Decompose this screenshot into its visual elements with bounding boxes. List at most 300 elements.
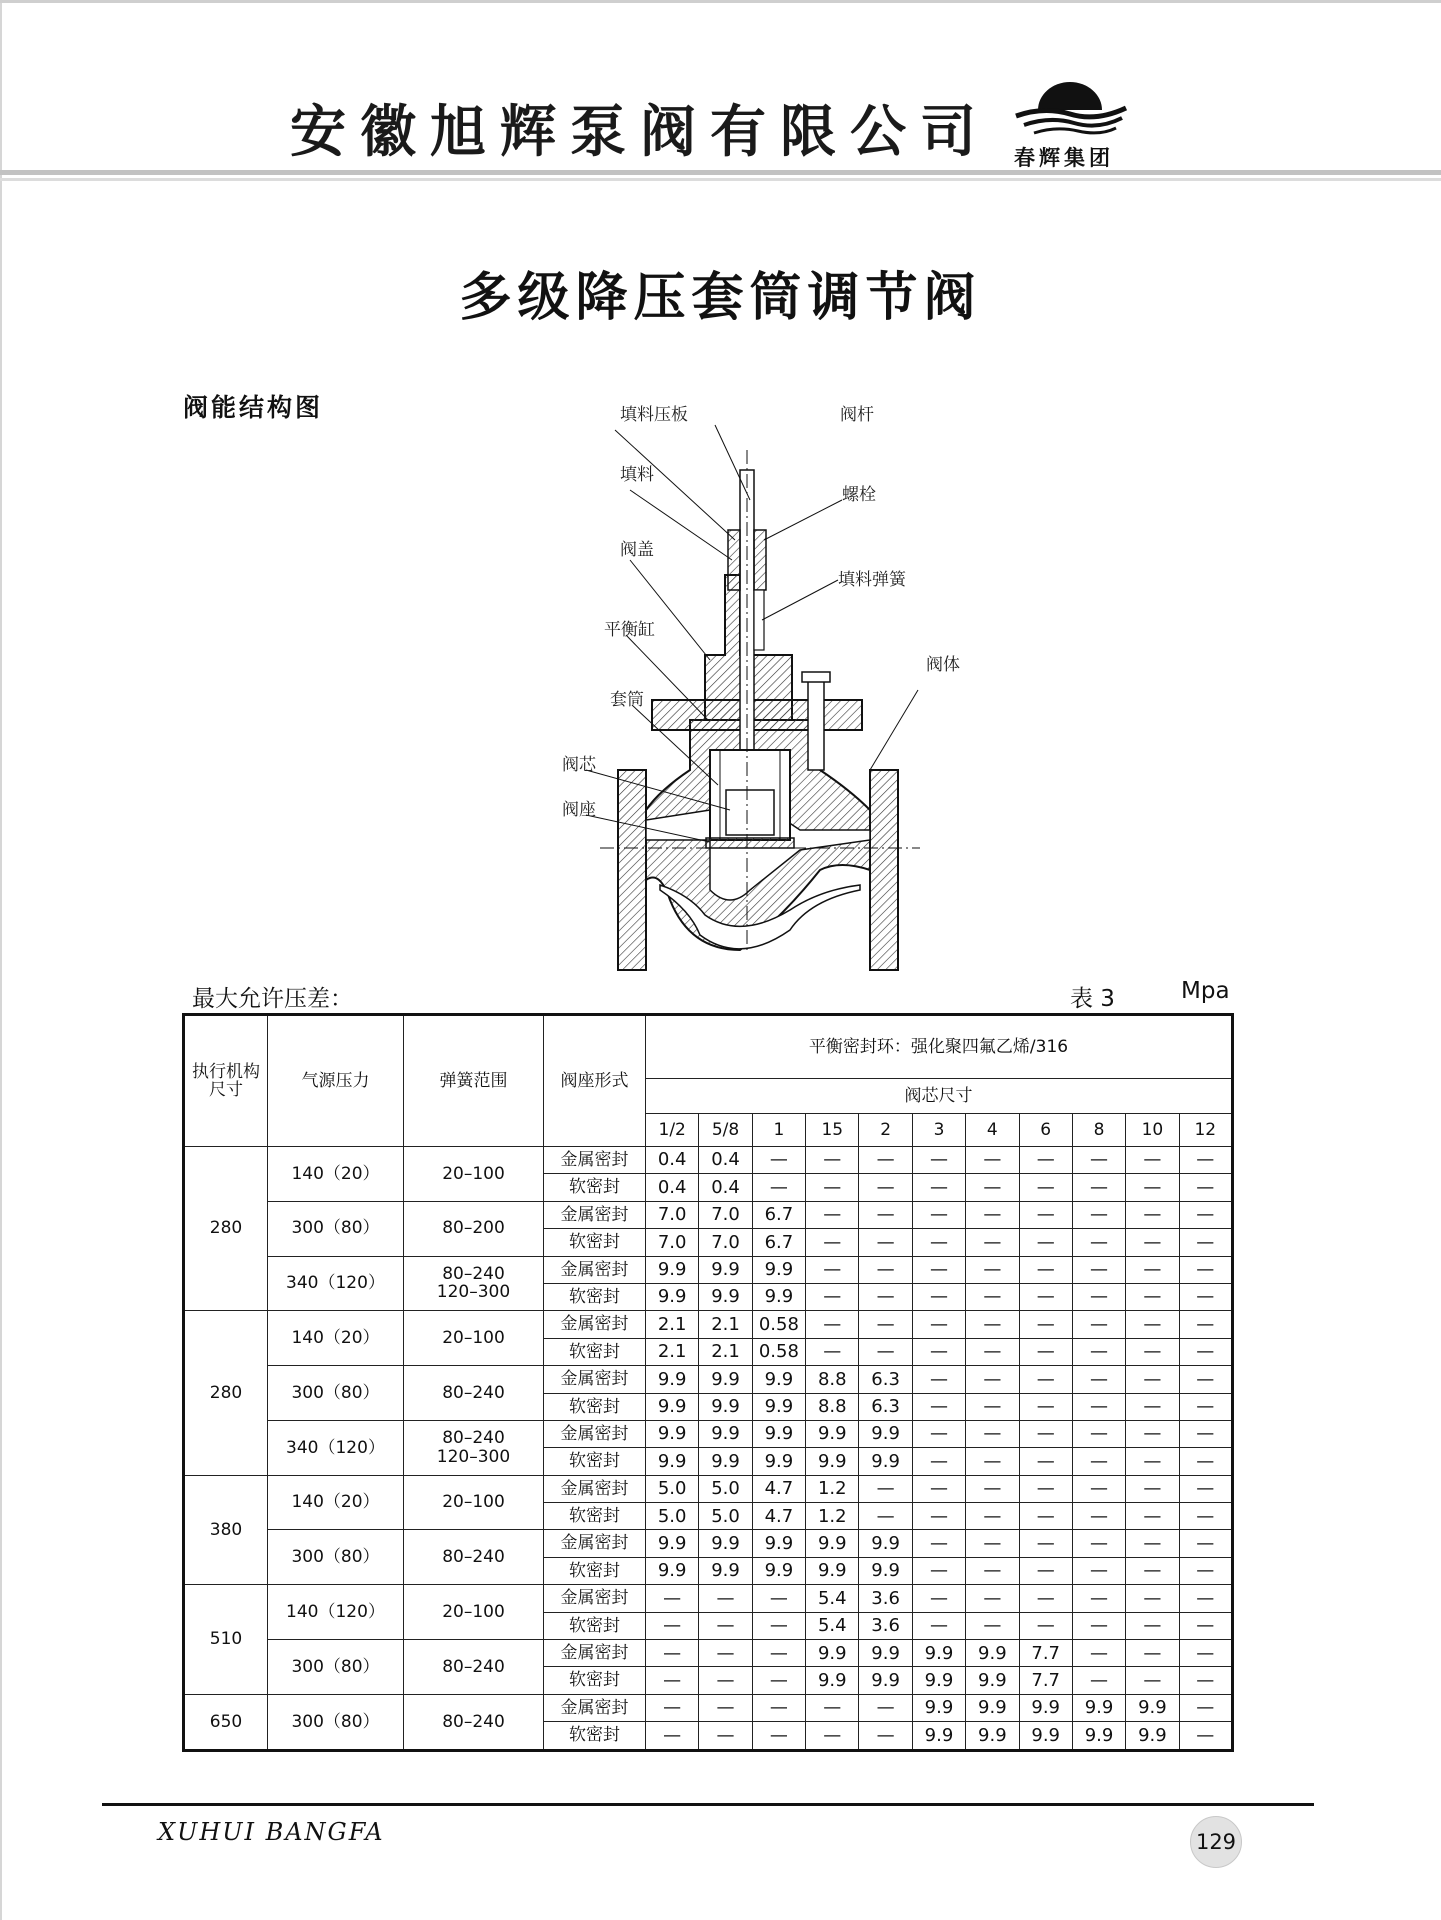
actuator-size-cell: 380 bbox=[184, 1475, 268, 1585]
pressure-value-cell: — bbox=[966, 1612, 1019, 1639]
pressure-value-cell: 9.9 bbox=[752, 1530, 805, 1557]
header-size: 15 bbox=[806, 1114, 859, 1147]
pressure-value-cell: — bbox=[1072, 1338, 1125, 1365]
pressure-value-cell: 9.9 bbox=[966, 1722, 1019, 1750]
pressure-value-cell: 9.9 bbox=[912, 1694, 965, 1721]
spring-range-value: 120–300 bbox=[436, 1446, 511, 1467]
pressure-value-cell: 7.7 bbox=[1019, 1640, 1072, 1667]
pressure-value-cell: 2.1 bbox=[699, 1311, 752, 1338]
header-size: 12 bbox=[1179, 1114, 1232, 1147]
pressure-value-cell: — bbox=[752, 1147, 805, 1174]
pressure-value-cell: 7.0 bbox=[699, 1229, 752, 1256]
seat-type-cell: 金属密封 bbox=[544, 1585, 646, 1612]
pressure-value-cell: — bbox=[806, 1338, 859, 1365]
pressure-value-cell: 9.9 bbox=[1072, 1694, 1125, 1721]
pressure-value-cell: — bbox=[966, 1393, 1019, 1420]
pressure-value-cell: — bbox=[699, 1667, 752, 1694]
pressure-value-cell: — bbox=[1179, 1420, 1232, 1447]
spring-range-value: 20–100 bbox=[442, 1328, 505, 1349]
pressure-value-cell: — bbox=[859, 1503, 912, 1530]
pressure-value-cell: — bbox=[1072, 1475, 1125, 1502]
pressure-value-cell: — bbox=[912, 1338, 965, 1365]
label-packing-spring: 填料弹簧 bbox=[838, 570, 906, 590]
pressure-value-cell: — bbox=[806, 1201, 859, 1228]
seat-type-cell: 金属密封 bbox=[544, 1201, 646, 1228]
pressure-value-cell: 9.9 bbox=[752, 1256, 805, 1283]
pressure-value-cell: 9.9 bbox=[966, 1640, 1019, 1667]
pressure-value-cell: 0.58 bbox=[752, 1311, 805, 1338]
pressure-value-cell: — bbox=[1072, 1201, 1125, 1228]
table-row bbox=[184, 1311, 1233, 1338]
pressure-value-cell: — bbox=[1179, 1694, 1232, 1721]
pressure-value-cell: — bbox=[1126, 1557, 1179, 1584]
pressure-value-cell: — bbox=[1019, 1557, 1072, 1584]
pressure-value-cell: 9.9 bbox=[699, 1366, 752, 1393]
pressure-value-cell: — bbox=[912, 1256, 965, 1283]
pressure-value-cell: — bbox=[1019, 1366, 1072, 1393]
pressure-value-cell: — bbox=[1019, 1174, 1072, 1201]
pressure-value-cell: — bbox=[1019, 1585, 1072, 1612]
seat-type-cell: 软密封 bbox=[544, 1448, 646, 1475]
pressure-value-cell: — bbox=[1019, 1448, 1072, 1475]
header-air-pressure: 气源压力 bbox=[268, 1015, 404, 1147]
seat-type-cell: 软密封 bbox=[544, 1229, 646, 1256]
footer-divider bbox=[102, 1803, 1314, 1806]
air-pressure-cell: 140（20） bbox=[268, 1147, 404, 1202]
header-size: 2 bbox=[859, 1114, 912, 1147]
logo-text: 春辉集团 bbox=[1014, 146, 1114, 170]
pressure-value-cell: — bbox=[806, 1694, 859, 1721]
pressure-value-cell: 9.9 bbox=[859, 1448, 912, 1475]
pressure-value-cell: 9.9 bbox=[646, 1420, 699, 1447]
pressure-value-cell: 9.9 bbox=[699, 1256, 752, 1283]
header-divider-thin bbox=[0, 178, 1441, 181]
valve-structure-diagram bbox=[540, 390, 980, 990]
pressure-value-cell: — bbox=[699, 1640, 752, 1667]
seat-type-cell: 金属密封 bbox=[544, 1366, 646, 1393]
pressure-value-cell: — bbox=[912, 1229, 965, 1256]
seat-type-cell: 软密封 bbox=[544, 1557, 646, 1584]
seat-type-cell: 软密封 bbox=[544, 1393, 646, 1420]
pressure-value-cell: — bbox=[699, 1722, 752, 1750]
air-pressure-cell: 300（80） bbox=[268, 1366, 404, 1421]
pressure-value-cell: 5.4 bbox=[806, 1612, 859, 1639]
pressure-value-cell: 9.9 bbox=[806, 1420, 859, 1447]
pressure-value-cell: — bbox=[1072, 1420, 1125, 1447]
pressure-value-cell: — bbox=[1179, 1722, 1232, 1750]
air-pressure-cell: 140（20） bbox=[268, 1475, 404, 1530]
pressure-value-cell: — bbox=[1072, 1256, 1125, 1283]
pressure-value-cell: — bbox=[1072, 1612, 1125, 1639]
pressure-value-cell: — bbox=[1019, 1201, 1072, 1228]
pressure-value-cell: — bbox=[912, 1420, 965, 1447]
pressure-value-cell: — bbox=[912, 1612, 965, 1639]
pressure-value-cell: — bbox=[1126, 1640, 1179, 1667]
label-bonnet: 阀盖 bbox=[620, 540, 654, 560]
spring-range-value: 80–240 bbox=[442, 1264, 505, 1285]
spring-range-cell bbox=[404, 1475, 544, 1530]
pressure-value-cell: — bbox=[859, 1229, 912, 1256]
seat-type-cell: 金属密封 bbox=[544, 1147, 646, 1174]
seat-type-cell: 软密封 bbox=[544, 1503, 646, 1530]
air-pressure-cell: 140（20） bbox=[268, 1311, 404, 1366]
spring-range-value: 120–300 bbox=[436, 1282, 511, 1303]
header-divider bbox=[0, 170, 1441, 175]
pressure-value-cell: — bbox=[1072, 1147, 1125, 1174]
pressure-value-cell: 5.4 bbox=[806, 1585, 859, 1612]
pressure-value-cell: — bbox=[966, 1256, 1019, 1283]
pressure-value-cell: — bbox=[806, 1311, 859, 1338]
pressure-value-cell: 2.1 bbox=[646, 1311, 699, 1338]
actuator-size-cell: 280 bbox=[184, 1311, 268, 1475]
air-pressure-cell: 340（120） bbox=[268, 1420, 404, 1475]
pressure-value-cell: 9.9 bbox=[699, 1530, 752, 1557]
spring-range-cell bbox=[404, 1585, 544, 1640]
pressure-value-cell: 1.2 bbox=[806, 1475, 859, 1502]
seat-type-cell: 软密封 bbox=[544, 1283, 646, 1310]
pressure-value-cell: 9.9 bbox=[646, 1448, 699, 1475]
pressure-value-cell: — bbox=[912, 1366, 965, 1393]
pressure-value-cell: — bbox=[966, 1557, 1019, 1584]
pressure-value-cell: — bbox=[859, 1475, 912, 1502]
valve-body-drawing bbox=[600, 450, 920, 970]
pressure-value-cell: 8.8 bbox=[806, 1393, 859, 1420]
pressure-value-cell: — bbox=[1072, 1503, 1125, 1530]
spring-range-value: 20–100 bbox=[442, 1163, 505, 1184]
pressure-value-cell: 0.4 bbox=[646, 1147, 699, 1174]
pressure-value-cell: 1.2 bbox=[806, 1503, 859, 1530]
pressure-value-cell: — bbox=[966, 1338, 1019, 1365]
pressure-value-cell: — bbox=[1179, 1147, 1232, 1174]
pressure-value-cell: — bbox=[806, 1229, 859, 1256]
table-row bbox=[184, 1201, 1233, 1228]
pressure-value-cell: — bbox=[1126, 1174, 1179, 1201]
company-name: 安徽旭辉泵阀有限公司 bbox=[290, 100, 990, 165]
pressure-value-cell: 9.9 bbox=[646, 1557, 699, 1584]
table-row bbox=[184, 1366, 1233, 1393]
pressure-value-cell: — bbox=[752, 1585, 805, 1612]
table-row bbox=[184, 1256, 1233, 1283]
pressure-value-cell: — bbox=[859, 1311, 912, 1338]
pressure-value-cell: — bbox=[966, 1420, 1019, 1447]
actuator-size-cell: 650 bbox=[184, 1694, 268, 1750]
header-spring-range: 弹簧范围 bbox=[404, 1015, 544, 1147]
pressure-value-cell: — bbox=[752, 1174, 805, 1201]
pressure-value-cell: — bbox=[1179, 1530, 1232, 1557]
pressure-value-cell: 9.9 bbox=[859, 1420, 912, 1447]
pressure-value-cell: — bbox=[806, 1256, 859, 1283]
seat-type-cell: 金属密封 bbox=[544, 1311, 646, 1338]
pressure-value-cell: 9.9 bbox=[859, 1530, 912, 1557]
pressure-value-cell: — bbox=[1179, 1557, 1232, 1584]
pressure-value-cell: — bbox=[1126, 1147, 1179, 1174]
pressure-value-cell: — bbox=[1019, 1338, 1072, 1365]
pressure-value-cell: — bbox=[1126, 1448, 1179, 1475]
spring-range-cell bbox=[404, 1530, 544, 1585]
pressure-value-cell: — bbox=[1179, 1229, 1232, 1256]
pressure-value-cell: — bbox=[1126, 1256, 1179, 1283]
table-caption: 最大允许压差： bbox=[192, 986, 353, 1012]
pressure-value-cell: 2.1 bbox=[646, 1338, 699, 1365]
table-row bbox=[184, 1530, 1233, 1557]
pressure-value-cell: — bbox=[966, 1311, 1019, 1338]
pressure-value-cell: 3.6 bbox=[859, 1612, 912, 1639]
page-border-top bbox=[0, 0, 1441, 3]
pressure-value-cell: — bbox=[1072, 1283, 1125, 1310]
page-number: 129 bbox=[1190, 1816, 1242, 1868]
pressure-value-cell: — bbox=[1179, 1475, 1232, 1502]
pressure-value-cell: 9.9 bbox=[752, 1448, 805, 1475]
seat-type-cell: 金属密封 bbox=[544, 1694, 646, 1721]
pressure-value-cell: 9.9 bbox=[966, 1694, 1019, 1721]
section-title: 阀能结构图 bbox=[183, 393, 324, 422]
pressure-value-cell: — bbox=[1019, 1229, 1072, 1256]
pressure-value-cell: 9.9 bbox=[699, 1283, 752, 1310]
pressure-value-cell: — bbox=[1126, 1338, 1179, 1365]
pressure-value-cell: — bbox=[752, 1640, 805, 1667]
pressure-value-cell: 9.9 bbox=[752, 1557, 805, 1584]
pressure-value-cell: 9.9 bbox=[1019, 1722, 1072, 1750]
pressure-value-cell: 7.0 bbox=[646, 1229, 699, 1256]
pressure-value-cell: — bbox=[1179, 1393, 1232, 1420]
label-sleeve: 套筒 bbox=[610, 690, 644, 710]
pressure-value-cell: 9.9 bbox=[859, 1640, 912, 1667]
pressure-value-cell: 2.1 bbox=[699, 1338, 752, 1365]
pressure-value-cell: — bbox=[1019, 1420, 1072, 1447]
air-pressure-cell: 300（80） bbox=[268, 1530, 404, 1585]
seat-type-cell: 软密封 bbox=[544, 1612, 646, 1639]
pressure-value-cell: 6.3 bbox=[859, 1393, 912, 1420]
pressure-value-cell: — bbox=[1019, 1530, 1072, 1557]
pressure-value-cell: 9.9 bbox=[646, 1530, 699, 1557]
pressure-value-cell: — bbox=[966, 1229, 1019, 1256]
spring-range-cell bbox=[404, 1147, 544, 1202]
pressure-value-cell: — bbox=[1072, 1366, 1125, 1393]
pressure-value-cell: — bbox=[1019, 1475, 1072, 1502]
spring-range-value: 20–100 bbox=[442, 1601, 505, 1622]
pressure-value-cell: — bbox=[859, 1694, 912, 1721]
pressure-value-cell: — bbox=[1019, 1393, 1072, 1420]
pressure-value-cell: 7.0 bbox=[699, 1201, 752, 1228]
pressure-value-cell: — bbox=[752, 1612, 805, 1639]
footer-brand: XUHUI BANGFA bbox=[158, 1818, 385, 1846]
pressure-value-cell: — bbox=[912, 1201, 965, 1228]
pressure-value-cell: — bbox=[912, 1503, 965, 1530]
header-size: 8 bbox=[1072, 1114, 1125, 1147]
pressure-value-cell: — bbox=[859, 1283, 912, 1310]
pressure-value-cell: 4.7 bbox=[752, 1475, 805, 1502]
pressure-value-cell: — bbox=[1126, 1503, 1179, 1530]
pressure-value-cell: — bbox=[1179, 1311, 1232, 1338]
pressure-value-cell: 9.9 bbox=[1072, 1722, 1125, 1750]
table-row bbox=[184, 1147, 1233, 1174]
air-pressure-cell: 340（120） bbox=[268, 1256, 404, 1311]
table-row bbox=[184, 1420, 1233, 1447]
header-balance-seal: 平衡密封环：强化聚四氟乙烯/316 bbox=[646, 1015, 1233, 1079]
pressure-value-cell: 9.9 bbox=[699, 1448, 752, 1475]
header-size: 1/2 bbox=[646, 1114, 699, 1147]
spring-range-value: 20–100 bbox=[442, 1492, 505, 1513]
spring-range-value: 80–240 bbox=[442, 1382, 505, 1403]
pressure-value-cell: — bbox=[646, 1612, 699, 1639]
air-pressure-cell: 300（80） bbox=[268, 1694, 404, 1750]
pressure-value-cell: — bbox=[966, 1283, 1019, 1310]
pressure-value-cell: 9.9 bbox=[806, 1448, 859, 1475]
pressure-value-cell: — bbox=[966, 1201, 1019, 1228]
pressure-value-cell: 9.9 bbox=[646, 1393, 699, 1420]
pressure-value-cell: — bbox=[912, 1311, 965, 1338]
pressure-value-cell: 9.9 bbox=[806, 1640, 859, 1667]
pressure-value-cell: 5.0 bbox=[646, 1503, 699, 1530]
pressure-value-cell: — bbox=[1072, 1311, 1125, 1338]
pressure-value-cell: — bbox=[966, 1475, 1019, 1502]
header-size: 5/8 bbox=[699, 1114, 752, 1147]
pressure-value-cell: — bbox=[912, 1393, 965, 1420]
label-balance-cylinder: 平衡缸 bbox=[604, 620, 655, 640]
pressure-value-cell: — bbox=[1126, 1283, 1179, 1310]
pressure-value-cell: — bbox=[752, 1722, 805, 1750]
air-pressure-cell: 300（80） bbox=[268, 1640, 404, 1695]
pressure-value-cell: — bbox=[966, 1448, 1019, 1475]
pressure-value-cell: — bbox=[1072, 1530, 1125, 1557]
pressure-value-cell: — bbox=[1126, 1366, 1179, 1393]
table-row bbox=[184, 1585, 1233, 1612]
pressure-value-cell: — bbox=[1126, 1201, 1179, 1228]
pressure-value-cell: 9.9 bbox=[912, 1640, 965, 1667]
pressure-value-cell: 9.9 bbox=[859, 1557, 912, 1584]
pressure-value-cell: 5.0 bbox=[699, 1503, 752, 1530]
pressure-value-cell: — bbox=[912, 1283, 965, 1310]
table-row bbox=[184, 1694, 1233, 1721]
pressure-value-cell: 9.9 bbox=[646, 1283, 699, 1310]
pressure-value-cell: — bbox=[806, 1283, 859, 1310]
pressure-value-cell: — bbox=[912, 1147, 965, 1174]
pressure-value-cell: — bbox=[1126, 1311, 1179, 1338]
header-actuator: 执行机构尺寸 bbox=[184, 1015, 268, 1147]
label-seat: 阀座 bbox=[562, 800, 596, 820]
spring-range-cell bbox=[404, 1201, 544, 1256]
pressure-value-cell: — bbox=[752, 1667, 805, 1694]
air-pressure-cell: 140（120） bbox=[268, 1585, 404, 1640]
header-size: 10 bbox=[1126, 1114, 1179, 1147]
spring-range-cell bbox=[404, 1366, 544, 1421]
pressure-value-cell: 6.7 bbox=[752, 1229, 805, 1256]
page-title: 多级降压套筒调节阀 bbox=[459, 268, 982, 328]
pressure-value-cell: — bbox=[699, 1585, 752, 1612]
pressure-value-cell: 9.9 bbox=[806, 1557, 859, 1584]
pressure-value-cell: — bbox=[1179, 1585, 1232, 1612]
pressure-value-cell: 9.9 bbox=[752, 1393, 805, 1420]
header-size: 4 bbox=[966, 1114, 1019, 1147]
spring-range-cell bbox=[404, 1420, 544, 1475]
pressure-value-cell: — bbox=[966, 1147, 1019, 1174]
pressure-value-cell: — bbox=[1179, 1256, 1232, 1283]
spring-range-value: 80–240 bbox=[442, 1656, 505, 1677]
pressure-value-cell: — bbox=[859, 1722, 912, 1750]
pressure-value-cell: — bbox=[1072, 1393, 1125, 1420]
seat-type-cell: 软密封 bbox=[544, 1338, 646, 1365]
pressure-value-cell: 9.9 bbox=[912, 1722, 965, 1750]
pressure-value-cell: — bbox=[1019, 1256, 1072, 1283]
seat-type-cell: 软密封 bbox=[544, 1722, 646, 1750]
pressure-value-cell: — bbox=[1179, 1201, 1232, 1228]
pressure-value-cell: — bbox=[859, 1201, 912, 1228]
table-unit: Mpa bbox=[1181, 978, 1230, 1004]
header-size: 3 bbox=[912, 1114, 965, 1147]
pressure-value-cell: — bbox=[646, 1722, 699, 1750]
pressure-value-cell: 0.4 bbox=[699, 1147, 752, 1174]
pressure-value-cell: — bbox=[966, 1366, 1019, 1393]
table-row bbox=[184, 1640, 1233, 1667]
seat-type-cell: 金属密封 bbox=[544, 1256, 646, 1283]
pressure-value-cell: 9.9 bbox=[806, 1530, 859, 1557]
pressure-value-cell: 0.4 bbox=[646, 1174, 699, 1201]
pressure-value-cell: 9.9 bbox=[1126, 1694, 1179, 1721]
spring-range-cell bbox=[404, 1694, 544, 1750]
pressure-value-cell: 3.6 bbox=[859, 1585, 912, 1612]
pressure-value-cell: — bbox=[1072, 1448, 1125, 1475]
pressure-value-cell: — bbox=[966, 1585, 1019, 1612]
label-stem: 阀杆 bbox=[840, 405, 874, 425]
pressure-value-cell: — bbox=[752, 1694, 805, 1721]
pressure-value-cell: — bbox=[806, 1722, 859, 1750]
pressure-value-cell: — bbox=[1126, 1585, 1179, 1612]
pressure-value-cell: — bbox=[912, 1585, 965, 1612]
pressure-value-cell: 9.9 bbox=[699, 1393, 752, 1420]
label-packing: 填料 bbox=[620, 465, 654, 485]
table-number: 表 3 bbox=[1070, 986, 1115, 1012]
pressure-value-cell: — bbox=[1179, 1667, 1232, 1694]
pressure-value-cell: — bbox=[859, 1147, 912, 1174]
seat-type-cell: 金属密封 bbox=[544, 1530, 646, 1557]
pressure-value-cell: — bbox=[1019, 1283, 1072, 1310]
pressure-value-cell: — bbox=[806, 1147, 859, 1174]
spring-range-value: 80–240 bbox=[442, 1711, 505, 1732]
pressure-value-cell: — bbox=[1072, 1640, 1125, 1667]
pressure-value-cell: — bbox=[966, 1174, 1019, 1201]
spring-range-value: 80–240 bbox=[442, 1428, 505, 1449]
header-plug-size: 阀芯尺寸 bbox=[646, 1079, 1233, 1114]
seat-type-cell: 金属密封 bbox=[544, 1420, 646, 1447]
pressure-value-cell: — bbox=[646, 1694, 699, 1721]
spring-range-cell bbox=[404, 1256, 544, 1311]
pressure-value-cell: — bbox=[806, 1174, 859, 1201]
pressure-value-cell: — bbox=[1179, 1174, 1232, 1201]
pressure-value-cell: 6.3 bbox=[859, 1366, 912, 1393]
actuator-size-cell: 280 bbox=[184, 1147, 268, 1311]
pressure-value-cell: 9.9 bbox=[646, 1366, 699, 1393]
pressure-value-cell: 0.4 bbox=[699, 1174, 752, 1201]
pressure-difference-table bbox=[182, 1013, 1234, 1752]
pressure-value-cell: — bbox=[859, 1338, 912, 1365]
header-size: 1 bbox=[752, 1114, 805, 1147]
pressure-value-cell: 7.7 bbox=[1019, 1667, 1072, 1694]
pressure-value-cell: — bbox=[859, 1256, 912, 1283]
spring-range-value: 80–240 bbox=[442, 1547, 505, 1568]
pressure-value-cell: — bbox=[1126, 1612, 1179, 1639]
pressure-value-cell: 0.58 bbox=[752, 1338, 805, 1365]
air-pressure-cell: 300（80） bbox=[268, 1201, 404, 1256]
pressure-value-cell: — bbox=[1126, 1475, 1179, 1502]
pressure-value-cell: — bbox=[1126, 1530, 1179, 1557]
pressure-value-cell: 5.0 bbox=[646, 1475, 699, 1502]
pressure-value-cell: — bbox=[1019, 1612, 1072, 1639]
pressure-value-cell: — bbox=[1126, 1420, 1179, 1447]
pressure-value-cell: — bbox=[1179, 1448, 1232, 1475]
pressure-value-cell: — bbox=[1179, 1338, 1232, 1365]
spring-range-cell bbox=[404, 1640, 544, 1695]
pressure-value-cell: — bbox=[1019, 1503, 1072, 1530]
